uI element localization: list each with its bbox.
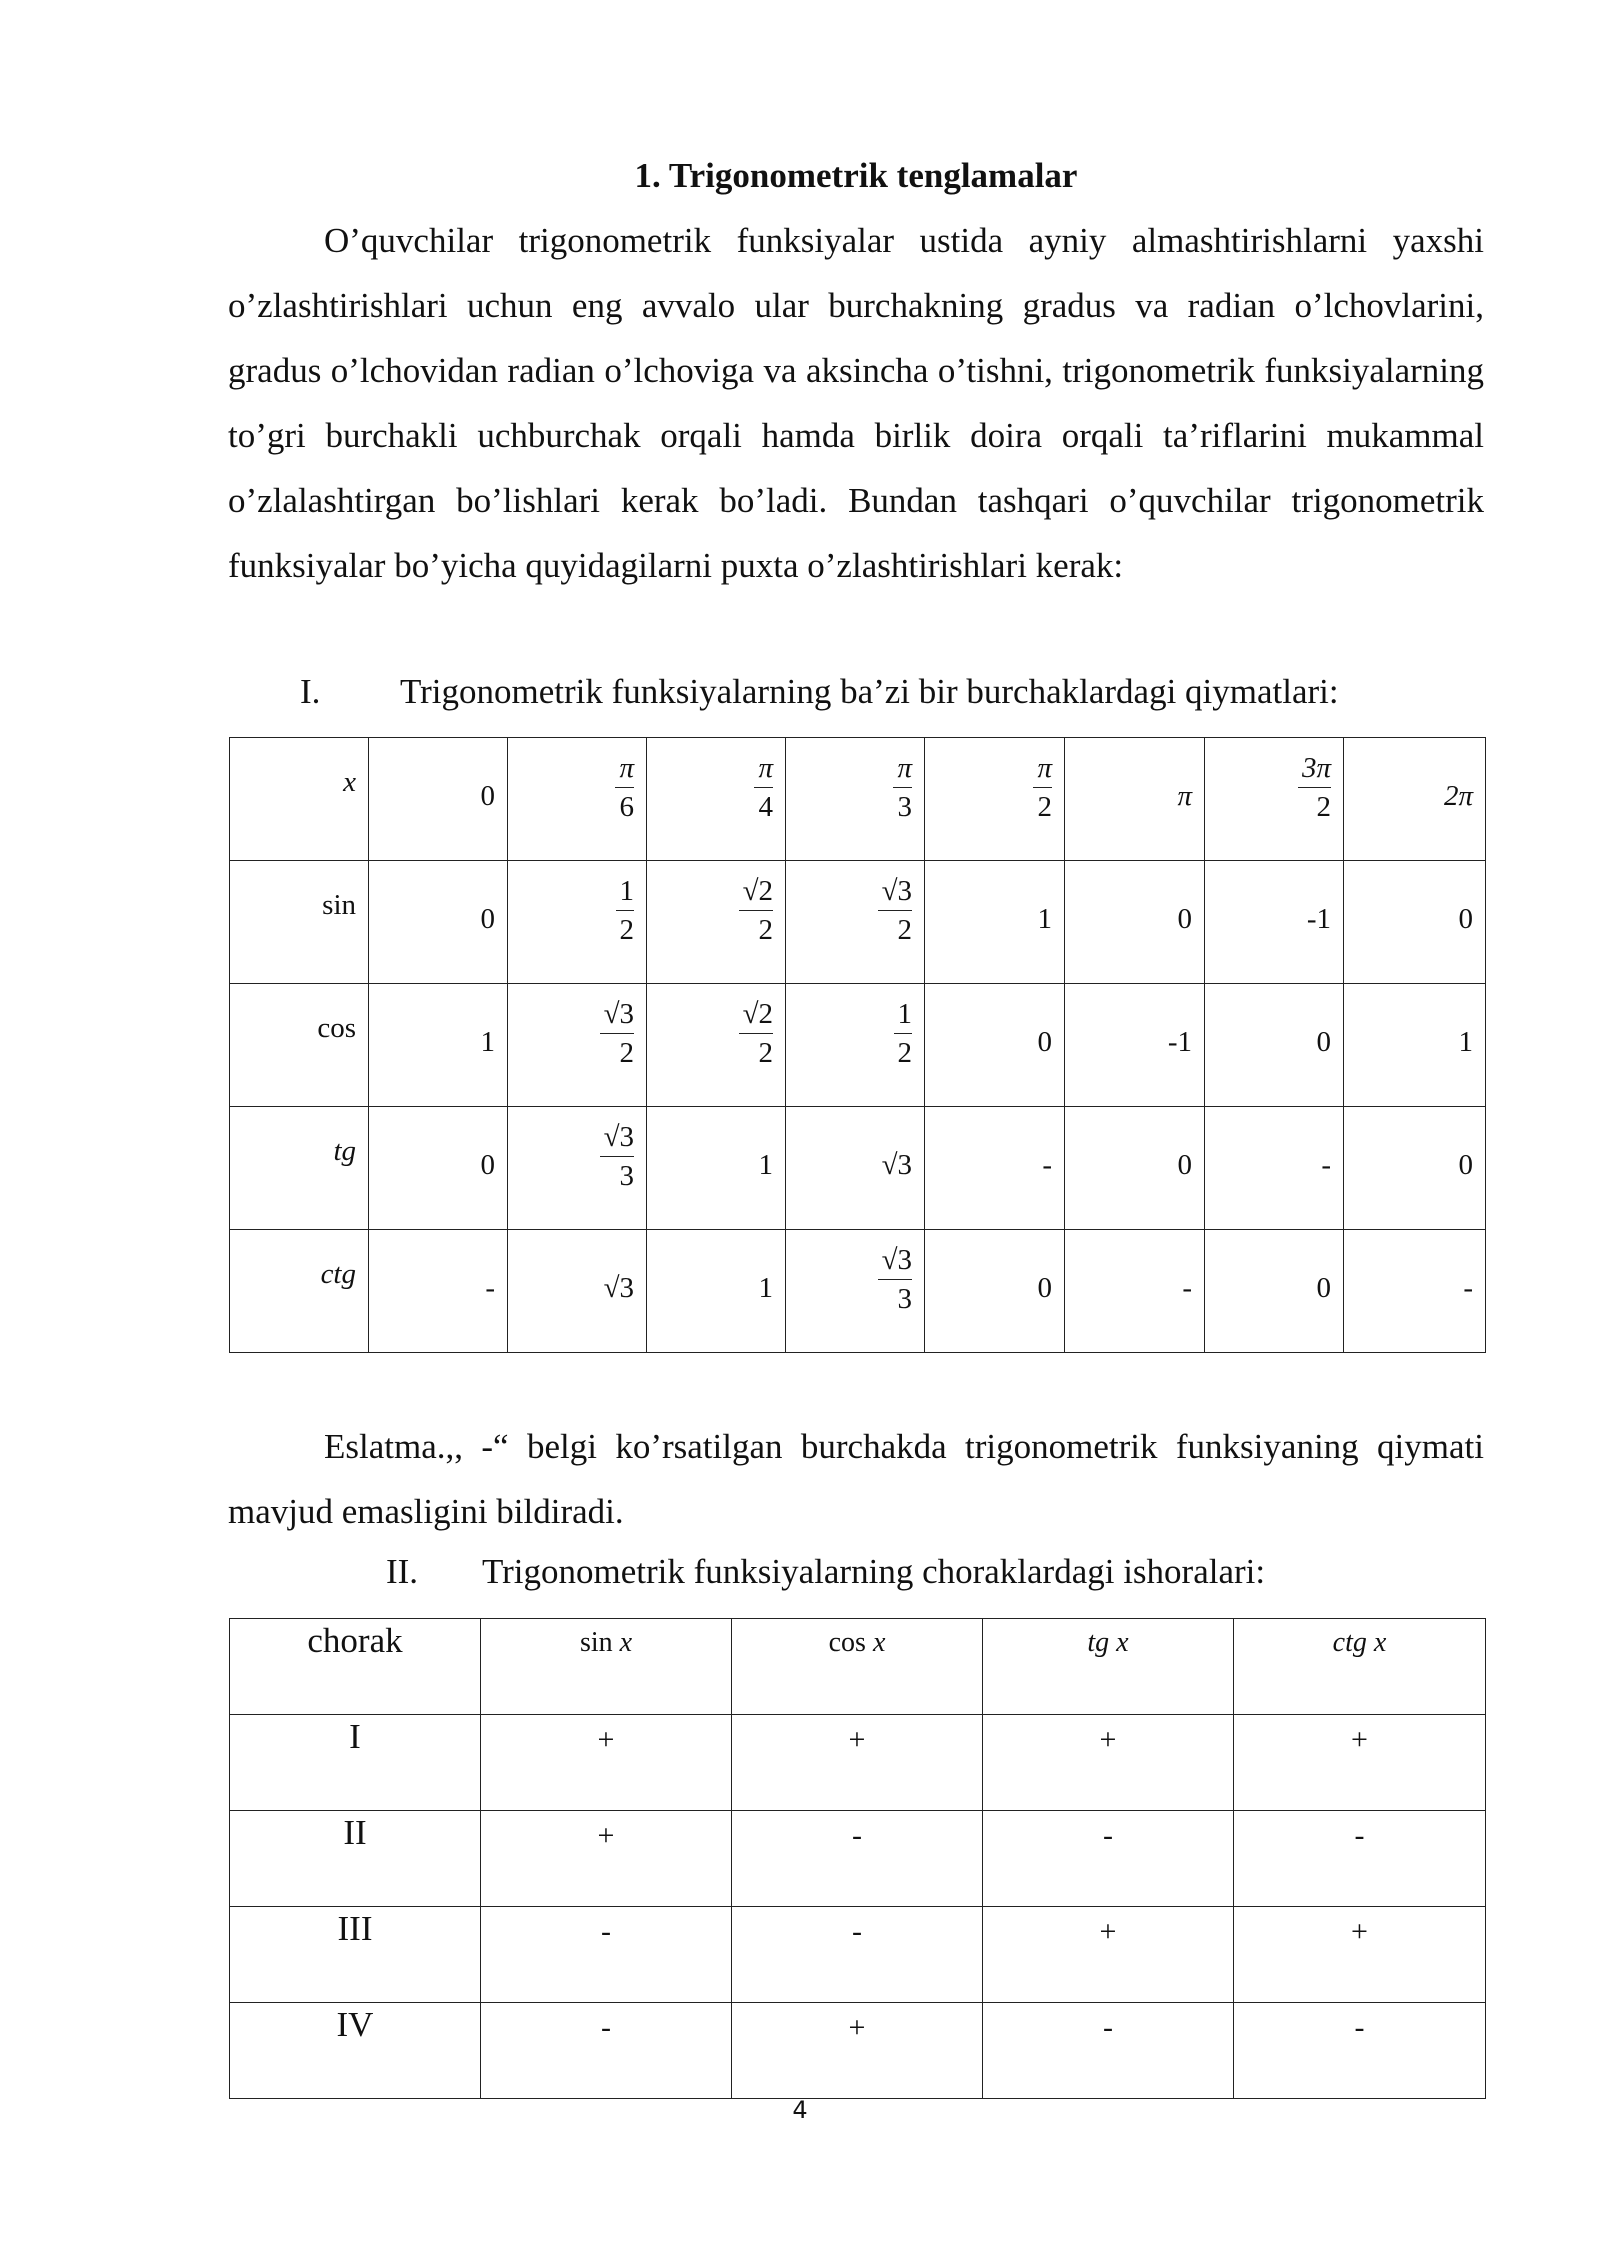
fraction-denominator: 2 xyxy=(897,1037,912,1069)
quadrant-label: I xyxy=(230,1715,481,1811)
quadrant-label: II xyxy=(230,1811,481,1907)
fraction-denominator: 2 xyxy=(1037,791,1052,823)
sign-cell: + xyxy=(732,1715,983,1811)
cell-value: 1 xyxy=(1458,1026,1473,1058)
table-row xyxy=(230,1811,1486,1907)
cell-value: 2π xyxy=(1443,780,1473,812)
fraction-denominator: 4 xyxy=(758,791,773,823)
cell-value: 0 xyxy=(480,780,495,812)
fraction xyxy=(1033,751,1052,824)
sign-cell: - xyxy=(983,2003,1234,2099)
table-cell xyxy=(925,1107,1065,1230)
fraction-numerator: √3 xyxy=(878,1243,912,1280)
table-row xyxy=(230,984,1486,1107)
cell-value: - xyxy=(485,1272,495,1304)
fraction-denominator: 3 xyxy=(897,1283,912,1315)
table-cell xyxy=(1205,861,1344,984)
cell-value: 1 xyxy=(758,1272,773,1304)
table-row xyxy=(230,1907,1486,2003)
table-cell xyxy=(1344,861,1486,984)
table-cell xyxy=(1205,1107,1344,1230)
sign-cell: - xyxy=(732,1907,983,2003)
fraction-denominator: 3 xyxy=(619,1160,634,1192)
row-label xyxy=(230,1107,369,1230)
fraction-numerator: √3 xyxy=(878,874,912,911)
section-1-heading xyxy=(300,668,1339,716)
sign-cell: - xyxy=(1234,2003,1486,2099)
sign-cell: - xyxy=(1234,1811,1486,1907)
fraction xyxy=(878,874,912,947)
table-cell xyxy=(369,1230,508,1353)
table-cell xyxy=(508,738,647,861)
table-cell xyxy=(786,1230,925,1353)
section-2-heading xyxy=(386,1548,1265,1596)
fraction-numerator: 1 xyxy=(616,874,635,911)
sign-cell: - xyxy=(481,2003,732,2099)
table-row xyxy=(230,1230,1486,1353)
fraction xyxy=(1298,751,1331,824)
table-cell xyxy=(1205,738,1344,861)
table-cell xyxy=(508,984,647,1107)
sign-cell: + xyxy=(732,2003,983,2099)
fraction-denominator: 3 xyxy=(897,791,912,823)
fraction-denominator: 2 xyxy=(1316,791,1331,823)
note-paragraph: Eslatma.,, -“ belgi ko’rsatilgan burchakda trigonometrik funksiyaning qiymati mavjud emasligini bildiradi. xyxy=(228,1427,1484,1531)
cell-value: √3 xyxy=(881,1149,912,1181)
table-cell xyxy=(508,1230,647,1353)
table-cell xyxy=(647,1107,786,1230)
cell-value: π xyxy=(1177,780,1192,812)
table-cell xyxy=(1205,1230,1344,1353)
quadrant-label: III xyxy=(230,1907,481,2003)
fraction-denominator: 2 xyxy=(897,914,912,946)
table-cell xyxy=(1344,984,1486,1107)
row-label-text: tg xyxy=(333,1135,356,1167)
cell-value: 0 xyxy=(1177,903,1192,935)
section-1-text: Trigonometrik funksiyalarning ba’zi bir burchaklardagi qiymatlari: xyxy=(400,672,1339,711)
table-row xyxy=(230,2003,1486,2099)
quadrant-signs-table xyxy=(229,1618,1486,2099)
table-cell xyxy=(1344,1230,1486,1353)
fraction-numerator: √2 xyxy=(739,997,773,1034)
fraction-numerator: π xyxy=(1033,751,1052,788)
table-cell xyxy=(925,1230,1065,1353)
row-label xyxy=(230,738,369,861)
fraction xyxy=(878,1243,912,1316)
fraction xyxy=(600,1120,634,1193)
fraction-numerator: 1 xyxy=(894,997,913,1034)
table-cell xyxy=(369,861,508,984)
page-title: 1. Trigonometrik tenglamalar xyxy=(634,156,1078,195)
cell-value: 0 xyxy=(1037,1272,1052,1304)
cell-value: 0 xyxy=(1316,1026,1331,1058)
table-cell xyxy=(925,861,1065,984)
cell-value: - xyxy=(1463,1272,1473,1304)
fraction xyxy=(615,751,634,824)
fraction xyxy=(616,874,635,947)
table-cell xyxy=(369,1107,508,1230)
column-header: sin x xyxy=(481,1619,732,1715)
table-cell xyxy=(1205,984,1344,1107)
sign-cell: + xyxy=(481,1715,732,1811)
section-2-number: II. xyxy=(386,1552,419,1591)
fraction-denominator: 6 xyxy=(619,791,634,823)
table-cell xyxy=(647,861,786,984)
table-cell xyxy=(1065,984,1205,1107)
intro-paragraph: O’quvchilar trigonometrik funksiyalar ustida ayniy almashtirishlarni yaxshi o’zlashtirishlari uchun eng avvalo ular burchakning gradus va radian o’lchovlarini, gradus o’lchovidan radian o’lchoviga va aksincha o’tishni, trigonometrik funksiyalarning to’gri burchakli uchburchak orqali hamda birlik doira orqali ta’riflarini mukammal o’zlalashtirgan bo’lishlari kerak bo’ladi. Bundan tashqari o’quvchilar trigonometrik funksiyalar bo’yicha quyidagilarni puxta o’zlashtirishlari kerak: xyxy=(228,221,1484,585)
table-cell xyxy=(647,984,786,1107)
cell-value: 0 xyxy=(480,903,495,935)
sign-cell: + xyxy=(1234,1715,1486,1811)
table-cell xyxy=(1065,738,1205,861)
cell-value: √3 xyxy=(603,1272,634,1304)
fraction xyxy=(739,874,773,947)
fraction-numerator: 3π xyxy=(1298,751,1331,788)
column-header: chorak xyxy=(230,1619,481,1715)
sign-cell: + xyxy=(983,1715,1234,1811)
fraction-numerator: √3 xyxy=(600,1120,634,1157)
table-cell xyxy=(369,984,508,1107)
cell-value: - xyxy=(1042,1149,1052,1181)
sign-cell: + xyxy=(1234,1907,1486,2003)
table-cell xyxy=(1344,1107,1486,1230)
table-row xyxy=(230,738,1486,861)
table-cell xyxy=(1065,1107,1205,1230)
cell-value: 1 xyxy=(480,1026,495,1058)
fraction xyxy=(893,751,912,824)
fraction-denominator: 2 xyxy=(758,914,773,946)
cell-value: -1 xyxy=(1167,1026,1192,1058)
row-label xyxy=(230,984,369,1107)
fraction xyxy=(754,751,773,824)
column-header: tg x xyxy=(983,1619,1234,1715)
fraction xyxy=(600,997,634,1070)
table-row xyxy=(230,1107,1486,1230)
cell-value: 1 xyxy=(1037,903,1052,935)
row-label xyxy=(230,1230,369,1353)
sign-cell: + xyxy=(481,1811,732,1907)
section-2-text: Trigonometrik funksiyalarning choraklardagi ishoralari: xyxy=(482,1552,1266,1591)
cell-value: 0 xyxy=(1458,1149,1473,1181)
table-cell xyxy=(647,738,786,861)
column-header: ctg x xyxy=(1234,1619,1486,1715)
cell-value: - xyxy=(1182,1272,1192,1304)
cell-value: -1 xyxy=(1306,903,1331,935)
fraction-numerator: π xyxy=(615,751,634,788)
cell-value: 0 xyxy=(1316,1272,1331,1304)
table-cell xyxy=(786,738,925,861)
cell-value: 1 xyxy=(758,1149,773,1181)
table-cell xyxy=(925,984,1065,1107)
fraction xyxy=(739,997,773,1070)
table-header-row xyxy=(230,1619,1486,1715)
table-cell xyxy=(508,861,647,984)
table-cell xyxy=(369,738,508,861)
fraction-numerator: π xyxy=(754,751,773,788)
row-label-text: x xyxy=(343,766,356,798)
table-cell xyxy=(786,984,925,1107)
trig-values-table xyxy=(229,737,1486,1353)
column-header: cos x xyxy=(732,1619,983,1715)
table-cell xyxy=(508,1107,647,1230)
table-row xyxy=(230,1715,1486,1811)
fraction-denominator: 2 xyxy=(758,1037,773,1069)
table-cell xyxy=(647,1230,786,1353)
table-cell xyxy=(786,861,925,984)
row-label-text: cos xyxy=(317,1012,356,1044)
sign-cell: - xyxy=(732,1811,983,1907)
fraction-denominator: 2 xyxy=(619,1037,634,1069)
row-label-text: sin xyxy=(322,889,356,921)
table-cell xyxy=(786,1107,925,1230)
sign-cell: - xyxy=(983,1811,1234,1907)
row-label-text: ctg xyxy=(320,1258,356,1290)
fraction-numerator: π xyxy=(893,751,912,788)
section-1-number: I. xyxy=(300,672,321,711)
cell-value: - xyxy=(1321,1149,1331,1181)
cell-value: 0 xyxy=(480,1149,495,1181)
table-cell xyxy=(1344,738,1486,861)
cell-value: 0 xyxy=(1458,903,1473,935)
fraction xyxy=(894,997,913,1070)
fraction-numerator: √3 xyxy=(600,997,634,1034)
quadrant-label: IV xyxy=(230,2003,481,2099)
table-cell xyxy=(1065,861,1205,984)
table-row xyxy=(230,861,1486,984)
cell-value: 0 xyxy=(1037,1026,1052,1058)
sign-cell: - xyxy=(481,1907,732,2003)
page-number: 4 xyxy=(792,2096,808,2124)
cell-value: 0 xyxy=(1177,1149,1192,1181)
sign-cell: + xyxy=(983,1907,1234,2003)
row-label xyxy=(230,861,369,984)
table-cell xyxy=(1065,1230,1205,1353)
table-cell xyxy=(925,738,1065,861)
fraction-denominator: 2 xyxy=(619,914,634,946)
fraction-numerator: √2 xyxy=(739,874,773,911)
